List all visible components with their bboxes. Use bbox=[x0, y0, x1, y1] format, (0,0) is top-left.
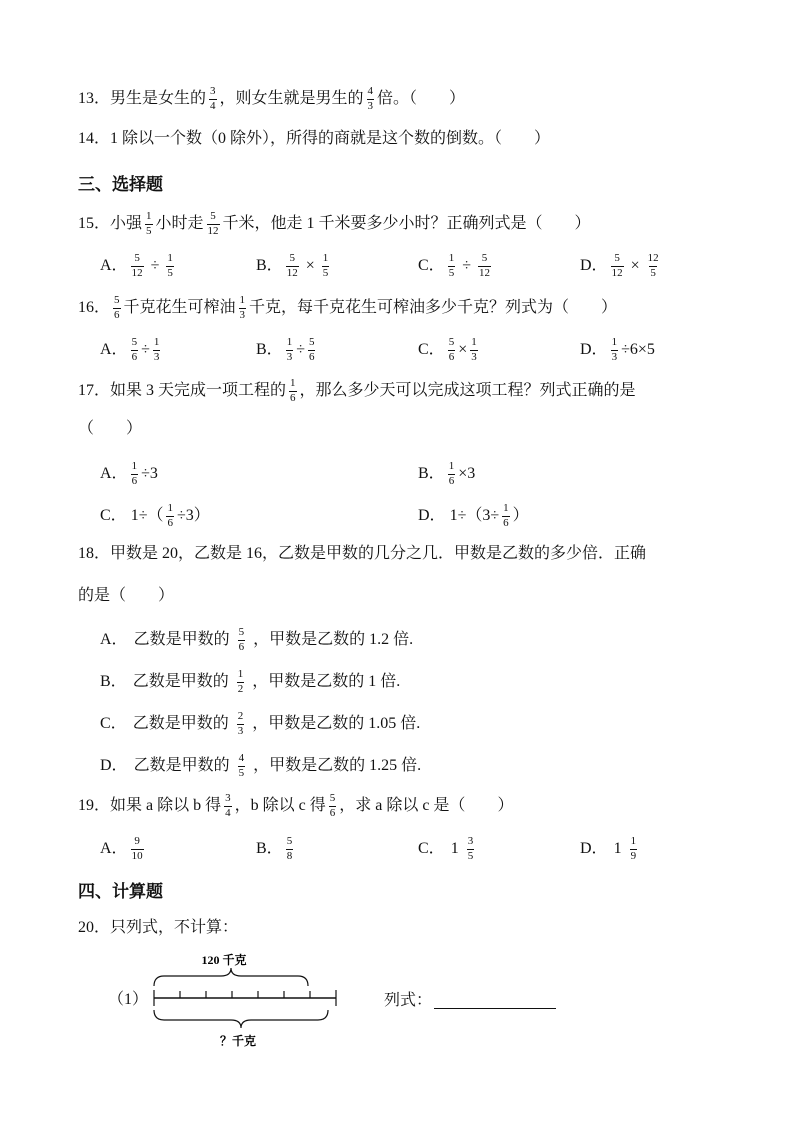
option-d[interactable]: D． 乙数是甲数的 $\frac{4}{5}$ ，甲数是乙数的 1.25 倍. bbox=[100, 752, 422, 779]
bottom-label: ？千克 bbox=[219, 1034, 257, 1048]
section-heading: 四、计算题 bbox=[78, 882, 163, 902]
option-c[interactable]: C． $\frac{5}{6}$ × $\frac{1}{3}$ bbox=[418, 336, 477, 363]
option-a[interactable]: A． $\frac{9}{10}$ bbox=[100, 835, 143, 862]
option-a[interactable]: A． 乙数是甲数的 $\frac{5}{6}$ ，甲数是乙数的 1.2 倍. bbox=[100, 626, 414, 653]
option-a[interactable]: A． $\frac{5}{6}$ ÷ $\frac{1}{3}$ bbox=[100, 336, 160, 363]
option-d[interactable]: D． 1÷（3÷ $\frac{1}{6}$ ） bbox=[418, 502, 529, 529]
fraction: $\frac{5}{6}$ bbox=[329, 792, 336, 819]
option-d[interactable]: D． 1 $\frac{1}{9}$ bbox=[580, 835, 637, 862]
line-segment-diagram bbox=[146, 950, 346, 1050]
answer-row bbox=[384, 992, 556, 1009]
fraction: $\frac{3}{4}$ bbox=[225, 792, 231, 819]
fraction: $\frac{3}{4}$ bbox=[210, 85, 216, 112]
fraction: $\frac{1}{3}$ bbox=[239, 294, 246, 321]
question-number: 13 bbox=[78, 90, 94, 108]
option-d[interactable]: D． $\frac{1}{3}$ ÷6×5 bbox=[580, 336, 655, 363]
question-16: 16． $\frac{5}{6}$ 千克花生可榨油 $\frac{1}{3}$ 千克，每千克花生可榨油多少千克？列式为（ ） bbox=[78, 294, 618, 321]
option-a[interactable]: A． $\frac{1}{6}$ ÷3 bbox=[100, 460, 158, 487]
top-label: 120 千克 bbox=[201, 953, 247, 967]
option-c[interactable]: C． 1 $\frac{3}{5}$ bbox=[418, 835, 474, 862]
bottom-brace bbox=[154, 1010, 328, 1028]
option-b[interactable]: B． 乙数是甲数的 $\frac{1}{2}$ ，甲数是乙数的 1 倍. bbox=[100, 668, 401, 695]
option-d[interactable]: D． $\frac{5}{12}$ × $\frac{12}{5}$ bbox=[580, 252, 659, 279]
question-14: 14．1 除以一个数（0 除外），所得的商就是这个数的倒数。（ ） bbox=[78, 130, 551, 147]
option-b[interactable]: B． $\frac{5}{12}$ × $\frac{1}{5}$ bbox=[256, 252, 329, 279]
option-c[interactable]: C． $\frac{1}{5}$ ÷ $\frac{5}{12}$ bbox=[418, 252, 490, 279]
top-brace bbox=[154, 968, 308, 986]
answer-input-line[interactable] bbox=[434, 992, 556, 1009]
question-17: 17．如果 3 天完成一项工程的 $\frac{1}{6}$ ，那么多少天可以完成这项工程？列式正确的是 bbox=[78, 377, 636, 404]
option-c[interactable]: C． 乙数是甲数的 $\frac{2}{3}$ ，甲数是乙数的 1.05 倍. bbox=[100, 710, 421, 737]
question-19: 19．如果 a 除以 b 得 $\frac{3}{4}$ ，b 除以 c 得 $\frac{5}{6}$ ，求 a 除以 c 是（ ） bbox=[78, 792, 514, 819]
question-18: 18．甲数是 20，乙数是 16，乙数是甲数的几分之几．甲数是乙数的多少倍．正确 bbox=[78, 545, 647, 562]
fraction: $\frac{5}{12}$ bbox=[207, 210, 219, 237]
question-17-line2: （ ） bbox=[78, 420, 143, 437]
option-b[interactable]: B． $\frac{5}{8}$ bbox=[256, 835, 293, 862]
question-15: 15．小强 $\frac{1}{5}$ 小时走 $\frac{5}{12}$ 千米，他走 1 千米要多少小时？正确列式是（ ） bbox=[78, 210, 591, 237]
question-13: 13 ．男生是女生的 $\frac{3}{4}$ ，则女生就是男生的 $\frac{4}{3}$ 倍。（ ） bbox=[78, 85, 466, 112]
option-c[interactable]: C． 1÷（ $\frac{1}{6}$ ÷3） bbox=[100, 502, 210, 529]
option-b[interactable]: B． $\frac{1}{6}$ ×3 bbox=[418, 460, 476, 487]
fraction: $\frac{5}{6}$ bbox=[114, 294, 120, 321]
fraction: $\frac{4}{3}$ bbox=[367, 85, 374, 112]
question-20: 20．只列式，不计算： bbox=[78, 919, 239, 936]
fraction: $\frac{1}{5}$ bbox=[146, 210, 152, 237]
answer-label: 列式： bbox=[384, 991, 433, 1009]
question-18-line2: 的是（ ） bbox=[78, 587, 175, 604]
option-b[interactable]: B． $\frac{1}{3}$ ÷ $\frac{5}{6}$ bbox=[256, 336, 315, 363]
fraction: $\frac{1}{6}$ bbox=[290, 377, 296, 404]
option-a[interactable]: A． $\frac{5}{12}$ ÷ $\frac{1}{5}$ bbox=[100, 252, 173, 279]
sub-question-label: （1） bbox=[108, 991, 149, 1008]
section-heading: 三、选择题 bbox=[78, 175, 163, 195]
